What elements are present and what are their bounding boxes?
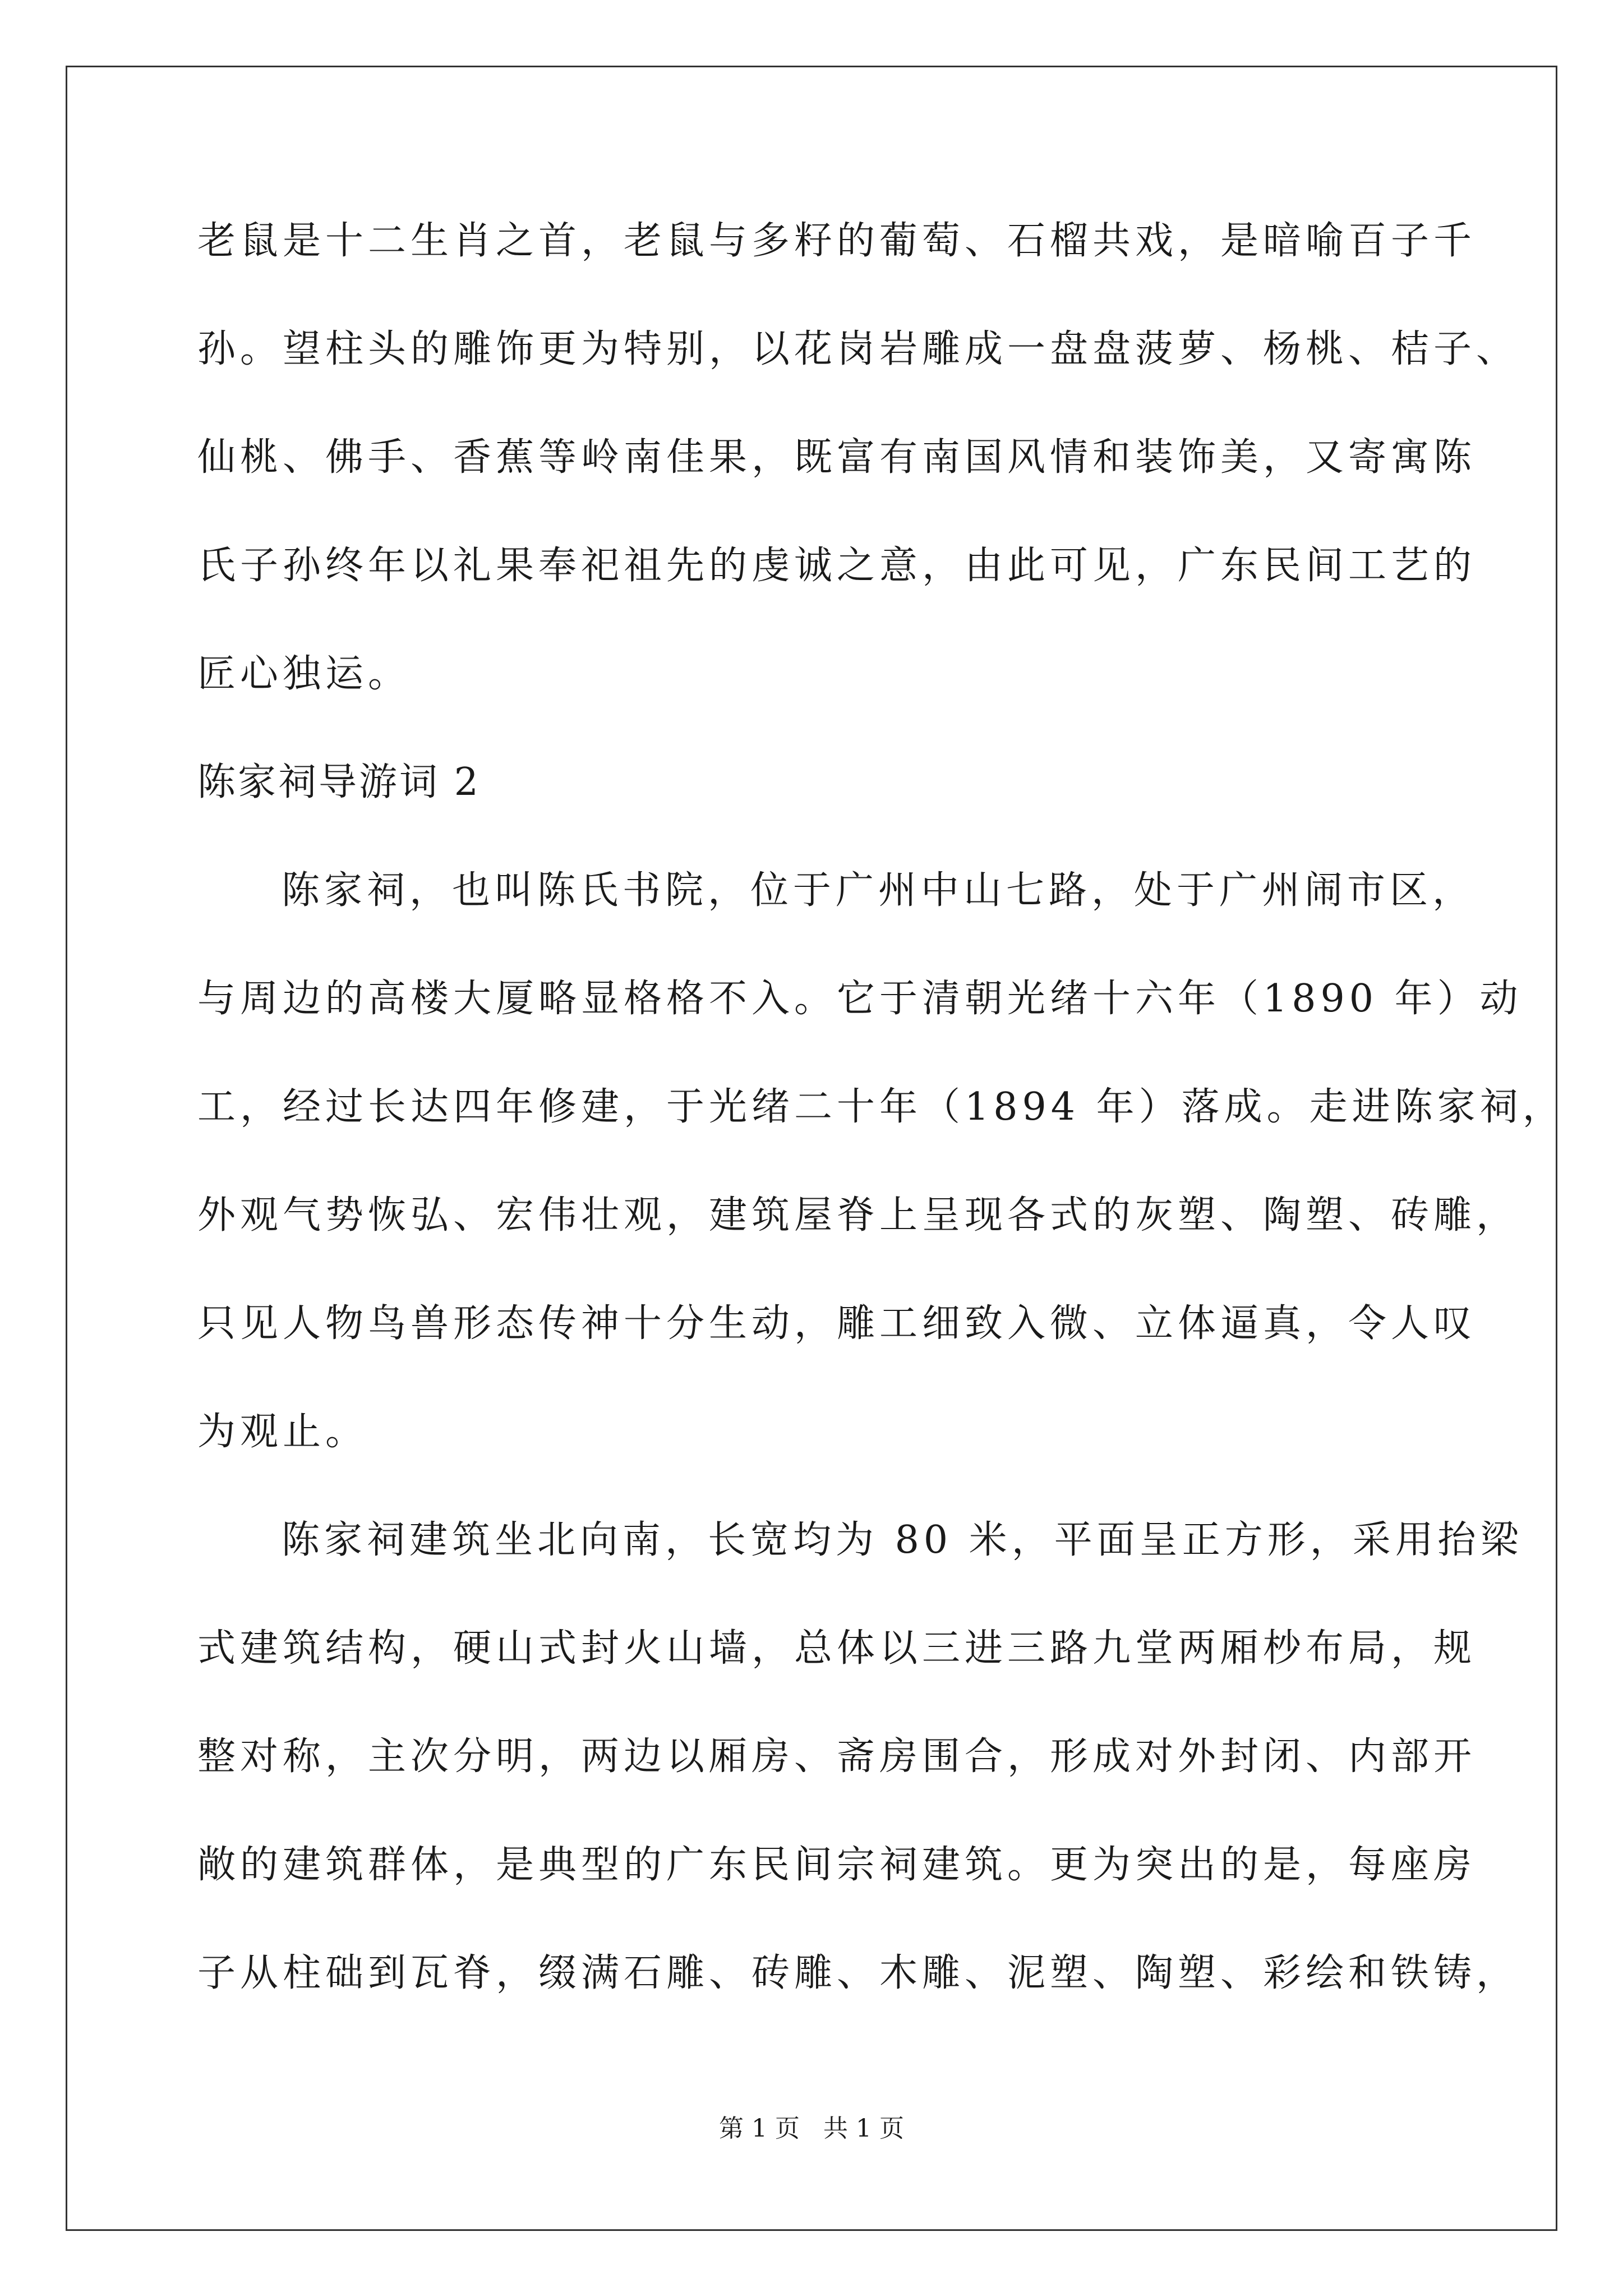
text-line: 整对称，主次分明，两边以厢房、斋房围合，形成对外封闭、内部开	[197, 1734, 1477, 1779]
paragraph-first-line: 陈家祠建筑坐北向南，长宽均为 80 米，平面呈正方形，采用抬梁	[282, 1518, 1523, 1562]
text-line: 仙桃、佛手、香蕉等岭南佳果，既富有南国风情和装饰美，又寄寓陈	[197, 435, 1477, 480]
text-line: 匠心独运。	[197, 652, 411, 696]
text-line: 工，经过长达四年修建，于光绪二十年（1894 年）落成。走进陈家祠，	[197, 1085, 1565, 1129]
text-line: 孙。望柱头的雕饰更为特别，以花岗岩雕成一盘盘菠萝、杨桃、桔子、	[197, 327, 1519, 371]
paragraph-first-line: 陈家祠，也叫陈氏书院，位于广州中山七路，处于广州闹市区，	[282, 868, 1476, 913]
text-line: 老鼠是十二生肖之首，老鼠与多籽的葡萄、石榴共戏，是暗喻百子千	[197, 219, 1477, 263]
text-line: 为观止。	[197, 1410, 368, 1454]
text-line: 只见人物鸟兽形态传神十分生动，雕工细致入微、立体逼真，令人叹	[197, 1301, 1477, 1346]
text-line: 与周边的高楼大厦略显格格不入。它于清朝光绪十六年（1890 年）动	[197, 977, 1523, 1021]
section-heading: 陈家祠导游词 2	[197, 760, 481, 804]
document-body	[197, 213, 1565, 2054]
text-line: 子从柱础到瓦脊，缀满石雕、砖雕、木雕、泥塑、陶塑、彩绘和铁铸，	[197, 1951, 1519, 1995]
text-line: 式建筑结构，硬山式封火山墙，总体以三进三路九堂两厢杪布局，规	[197, 1626, 1477, 1671]
text-line: 敞的建筑群体，是典型的广东民间宗祠建筑。更为突出的是，每座房	[197, 1843, 1477, 1887]
page-footer: 第 1 页 共 1 页	[719, 2114, 904, 2143]
text-line: 氏子孙终年以礼果奉祀祖先的虔诚之意，由此可见，广东民间工艺的	[197, 544, 1477, 588]
text-line: 外观气势恢弘、宏伟壮观，建筑屋脊上呈现各式的灰塑、陶塑、砖雕，	[197, 1193, 1519, 1237]
